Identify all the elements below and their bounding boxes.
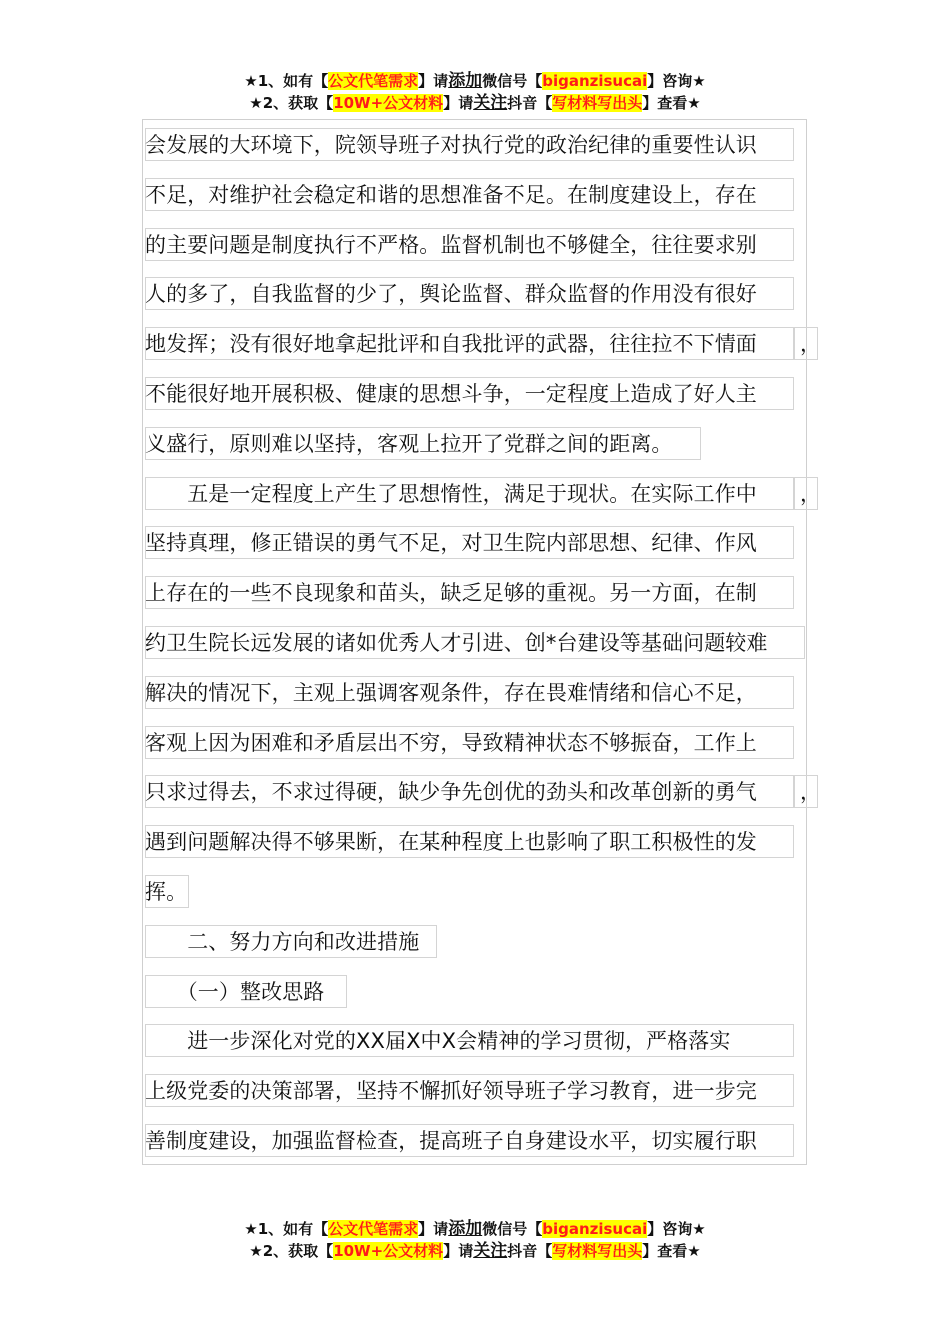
text-line: 不能很好地开展积极、健康的思想斗争，一定程度上造成了好人主 — [145, 369, 825, 419]
banner-text: 】请 — [443, 94, 474, 112]
banner-text: 】查看★ — [642, 94, 701, 112]
banner-highlight: 10W+公文材料 — [333, 94, 444, 112]
banner-text: 】请 — [443, 1242, 474, 1260]
banner-text: ★1、如有【 — [244, 1220, 329, 1238]
banner-highlight: 10W+公文材料 — [333, 1242, 444, 1260]
banner-text: 抖音【 — [507, 1242, 553, 1260]
banner-text: 】咨询★ — [647, 72, 706, 90]
text-line: 遇到问题解决得不够果断，在某种程度上也影响了职工积极性的发 — [145, 817, 825, 867]
text-line: 只求过得去，不求过得硬，缺少争先创优的劲头和改革创新的勇气 ， — [145, 767, 825, 817]
text-line: 善制度建设，加强监督检查，提高班子自身建设水平，切实履行职 — [145, 1116, 825, 1166]
text-line: 义盛行，原则难以坚持，客观上拉开了党群之间的距离。 — [145, 419, 825, 469]
text-line: 上级党委的决策部署，坚持不懈抓好领导班子学习教育，进一步完 — [145, 1066, 825, 1116]
overflow-punctuation: ， — [794, 775, 818, 808]
text-line: 人的多了，自我监督的少了，舆论监督、群众监督的作用没有很好 — [145, 269, 825, 319]
banner-underlined: 添加 — [448, 71, 483, 91]
text-line: 进一步深化对党的XX届X中X会精神的学习贯彻，严格落实 — [145, 1016, 825, 1066]
banner-underlined: 关注 — [473, 1241, 508, 1261]
banner-underlined: 关注 — [473, 93, 508, 113]
text-line: 解决的情况下，主观上强调客观条件，存在畏难情绪和信心不足， — [145, 668, 825, 718]
text-line: 的主要问题是制度执行不严格。监督机制也不够健全，往往要求别 — [145, 220, 825, 270]
banner-text: ★1、如有【 — [244, 72, 329, 90]
banner-line-2 — [0, 1240, 950, 1262]
text-line: 五是一定程度上产生了思想惰性，满足于现状。在实际工作中 ， — [145, 469, 825, 519]
douyin-highlight: 写材料写出头 — [552, 1242, 643, 1260]
footer-banner — [0, 1218, 950, 1262]
text-line: 坚持真理，修正错误的勇气不足，对卫生院内部思想、纪律、作风 — [145, 518, 825, 568]
banner-text: 抖音【 — [507, 94, 553, 112]
banner-line-2 — [0, 92, 950, 114]
section-heading: 二、努力方向和改进措施 — [145, 917, 825, 967]
subsection-heading: （一）整改思路 — [145, 967, 825, 1017]
douyin-highlight: 写材料写出头 — [552, 94, 643, 112]
overflow-punctuation: ， — [794, 327, 818, 360]
text-line: 挥。 — [145, 867, 825, 917]
header-banner — [0, 70, 950, 114]
overflow-punctuation: ， — [794, 477, 818, 510]
banner-text: 】请 — [418, 72, 449, 90]
text-line: 上存在的一些不良现象和苗头，缺乏足够的重视。另一方面，在制 — [145, 568, 825, 618]
wechat-id-highlight: biganzisucai — [542, 72, 648, 90]
banner-text: 】咨询★ — [647, 1220, 706, 1238]
text-line: 约卫生院长远发展的诸如优秀人才引进、创*台建设等基础问题较难 — [145, 618, 825, 668]
banner-highlight: 公文代笔需求 — [328, 1220, 419, 1238]
banner-text: 】请 — [418, 1220, 449, 1238]
text-line: 会发展的大环境下，院领导班子对执行党的政治纪律的重要性认识 — [145, 120, 825, 170]
banner-line-1 — [0, 1218, 950, 1240]
banner-text: 】查看★ — [642, 1242, 701, 1260]
banner-text: ★2、获取【 — [249, 1242, 334, 1260]
text-line: 地发挥；没有很好地拿起批评和自我批评的武器，往往拉不下情面 ， — [145, 319, 825, 369]
banner-text: ★2、获取【 — [249, 94, 334, 112]
banner-underlined: 添加 — [448, 1219, 483, 1239]
banner-highlight: 公文代笔需求 — [328, 72, 419, 90]
wechat-id-highlight: biganzisucai — [542, 1220, 648, 1238]
text-line: 客观上因为困难和矛盾层出不穷，导致精神状态不够振奋，工作上 — [145, 718, 825, 768]
banner-text: 微信号【 — [482, 72, 543, 90]
document-body — [145, 120, 825, 1166]
banner-line-1 — [0, 70, 950, 92]
banner-text: 微信号【 — [482, 1220, 543, 1238]
text-line: 不足，对维护社会稳定和谐的思想准备不足。在制度建设上，存在 — [145, 170, 825, 220]
